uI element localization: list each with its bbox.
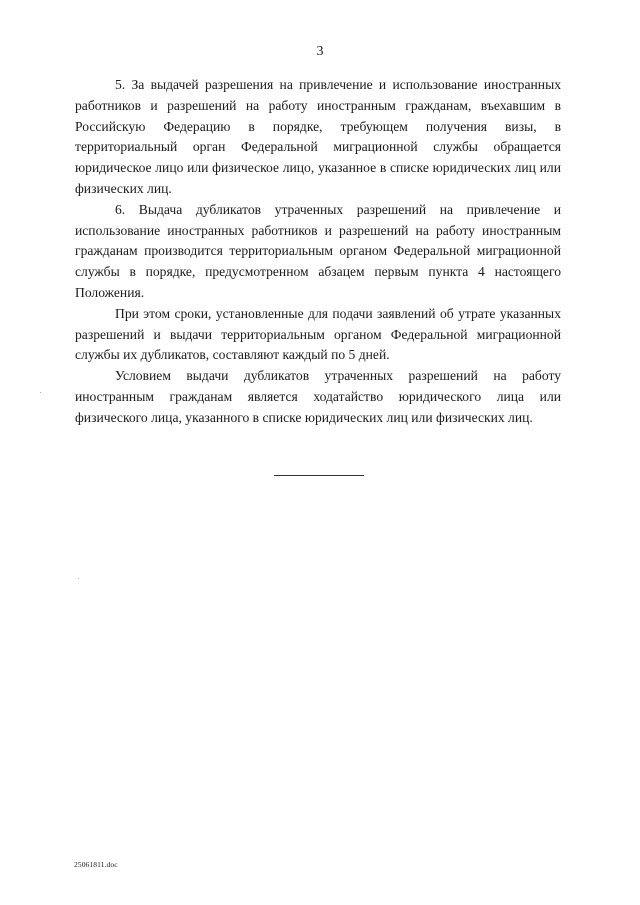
scan-speck	[40, 392, 41, 393]
paragraph-deadlines: При этом сроки, установленные для подачи заявлений об утрате указанных разрешений и выдачи территориальным органом Федеральной миграционной службы их дубликатов, составляют каждый по 5 дней.	[75, 305, 561, 363]
scan-speck	[78, 578, 79, 579]
paragraph-condition: Условием выдачи дубликатов утраченных разрешений на работу иностранным гражданам является ходатайство юридического лица или физического лица, указанного в списке юридических лиц или физических лиц.	[75, 368, 561, 425]
footer-file-name: 25061811.doc	[74, 860, 118, 869]
paragraph-item-6: 6. Выдача дубликатов утраченных разрешений на привлечение и использование иностранных работников и разрешений на работу иностранным гражданам производится территориальным органом Федеральной миграционной службы в порядке, предусмотренном абзацем первым пункта 4 настоящего Положения.	[75, 201, 561, 300]
document-body	[75, 75, 561, 429]
page-number: 3	[316, 44, 324, 59]
end-separator-line	[274, 475, 364, 476]
paragraph-item-5: 5. За выдачей разрешения на привлечение и использование иностранных работников и разрешений на работу иностранным гражданам, въехавшим в Российскую Федерацию в порядке, требующем получения визы, в территориальный орган Федеральной миграционной службы обращается юридическое лицо или физическое лицо, указанное в списке юридических лиц или физических лиц.	[75, 77, 561, 196]
